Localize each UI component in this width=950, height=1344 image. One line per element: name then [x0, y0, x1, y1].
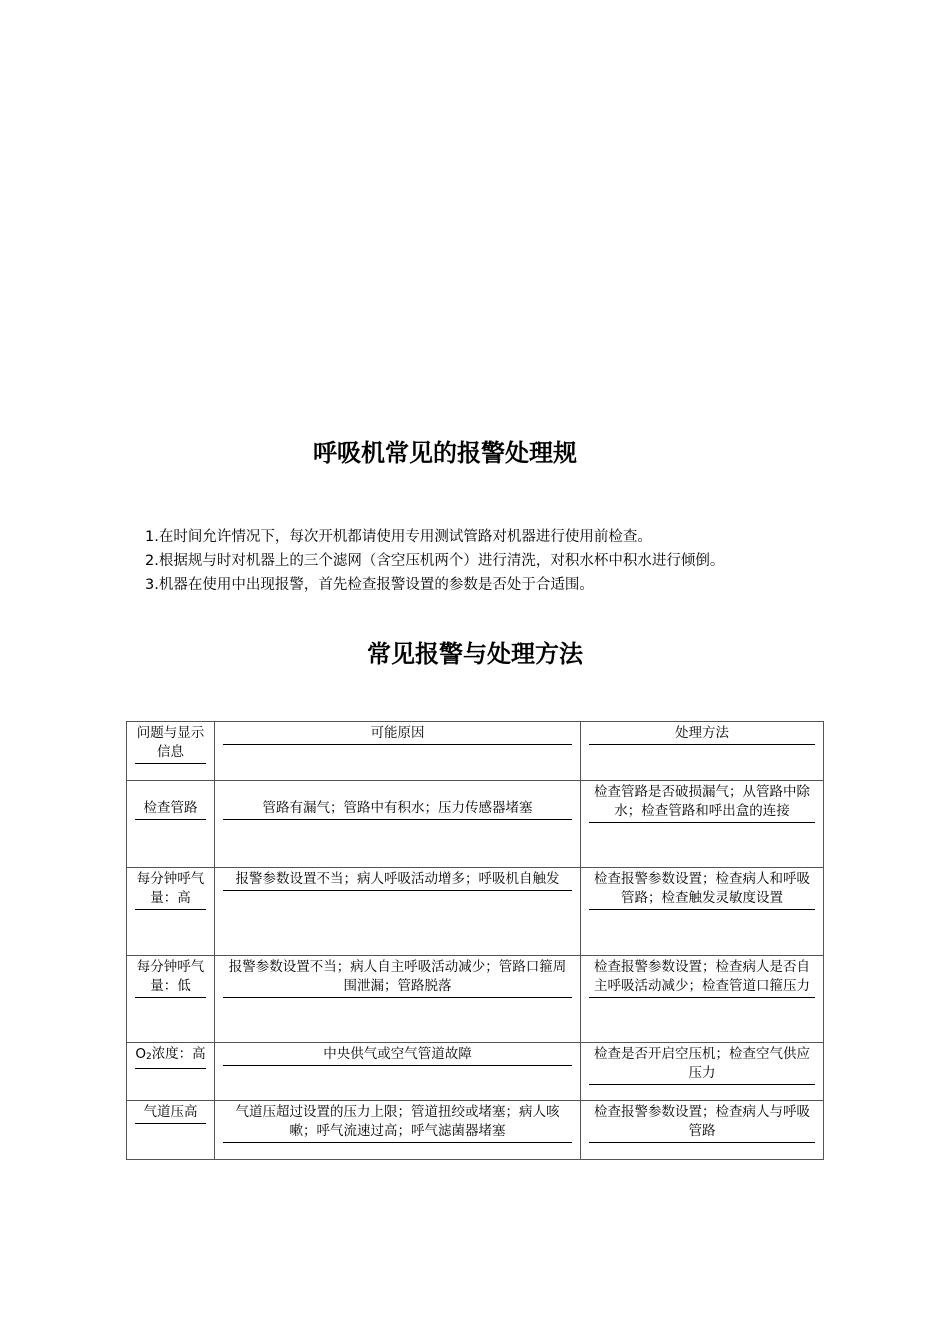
table-row	[127, 956, 824, 1043]
problem-cell: 气道压高	[127, 1101, 215, 1160]
table-row	[127, 781, 824, 868]
alarm-table	[126, 721, 824, 1160]
cause-cell: 中央供气或空气管道故障	[215, 1043, 581, 1101]
intro-note-2: 2.根据规与时对机器上的三个滤网（含空压机两个）进行清洗，对积水杯中积水进行倾倒。	[145, 553, 725, 569]
action-cell: 检查报警参数设置；检查病人与呼吸管路	[581, 1101, 824, 1160]
section-title: 常见报警与处理方法	[367, 640, 583, 668]
intro-notes	[145, 525, 845, 597]
cause-cell: 气道压超过设置的压力上限；管道扭绞或堵塞；病人咳嗽；呼气流速过高；呼气滤菌器堵塞	[215, 1101, 581, 1160]
intro-note-1: 1.在时间允许情况下，每次开机都请使用专用测试管路对机器进行使用前检查。	[145, 529, 652, 545]
intro-note-3: 3.机器在使用中出现报警，首先检查报警设置的参数是否处于合适围。	[145, 577, 594, 593]
cause-cell: 管路有漏气；管路中有积水；压力传感器堵塞	[215, 781, 581, 868]
problem-cell: 每分钟呼气量：低	[127, 956, 215, 1043]
table-row	[127, 1043, 824, 1101]
table-header-row	[127, 722, 824, 781]
action-cell: 检查是否开启空压机；检查空气供应压力	[581, 1043, 824, 1101]
cause-cell: 报警参数设置不当；病人自主呼吸活动减少；管路口箍周围泄漏；管路脱落	[215, 956, 581, 1043]
action-cell: 检查管路是否破损漏气；从管路中除水；检查管路和呼出盒的连接	[581, 781, 824, 868]
header-cell-problem: 问题与显示信息	[127, 722, 215, 781]
problem-cell: 检查管路	[127, 781, 215, 868]
table-row	[127, 1101, 824, 1160]
problem-cell: 每分钟呼气量：高	[127, 868, 215, 956]
action-cell: 检查报警参数设置；检查病人和呼吸管路；检查触发灵敏度设置	[581, 868, 824, 956]
cause-cell: 报警参数设置不当；病人呼吸活动增多；呼吸机自触发	[215, 868, 581, 956]
header-cell-action: 处理方法	[581, 722, 824, 781]
problem-cell: $O_2$浓度：高	[127, 1043, 215, 1101]
page-title: 呼吸机常见的报警处理规	[313, 439, 577, 467]
table-row	[127, 868, 824, 956]
header-cell-cause: 可能原因	[215, 722, 581, 781]
action-cell: 检查报警参数设置；检查病人是否自主呼吸活动减少；检查管道口箍压力	[581, 956, 824, 1043]
